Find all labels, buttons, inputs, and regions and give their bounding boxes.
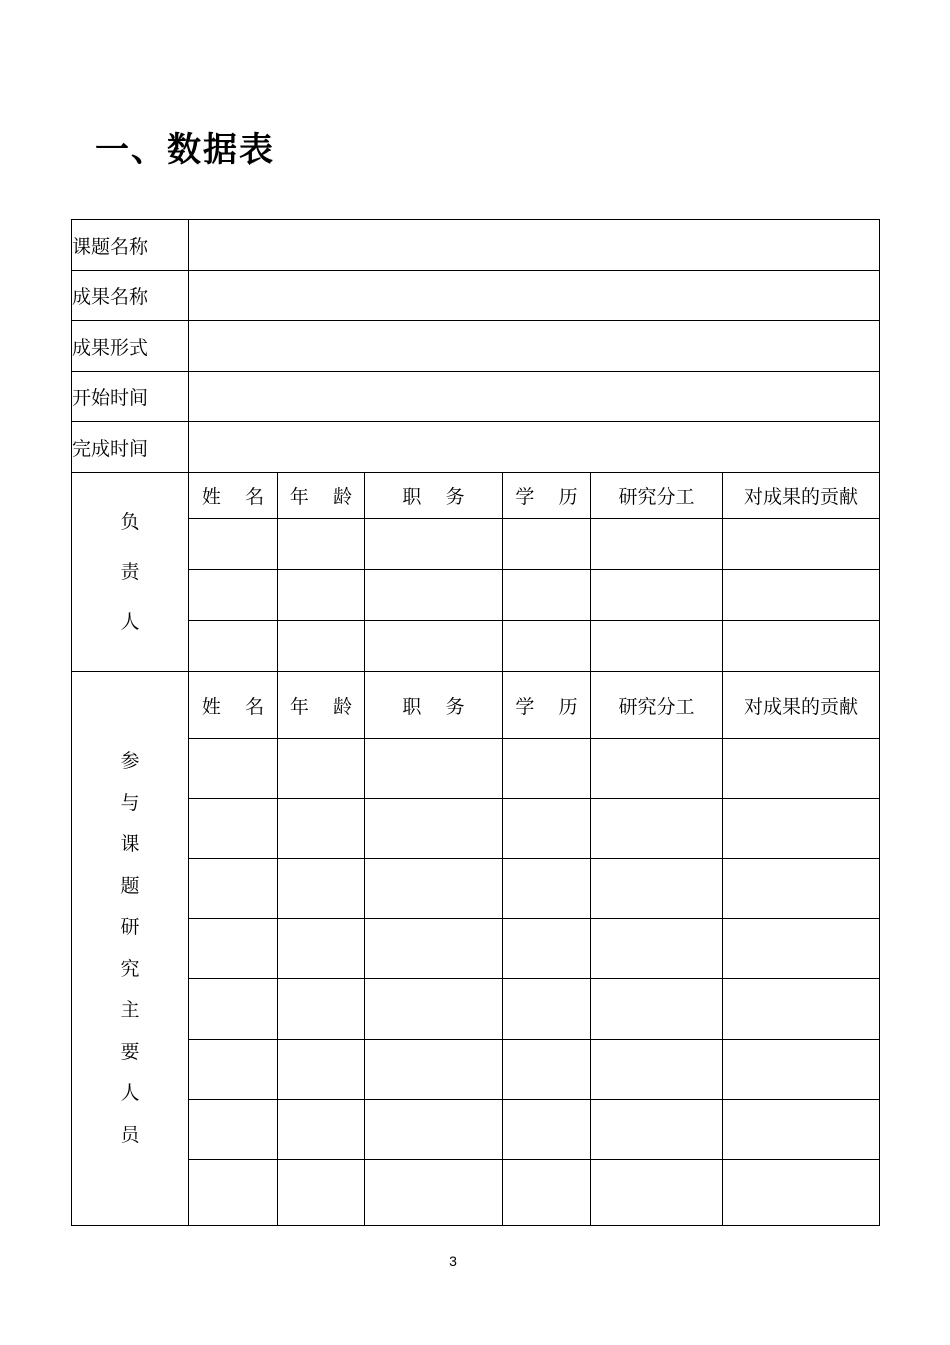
members-label-char: 人: [120, 1082, 140, 1104]
page-number: 3: [449, 1253, 457, 1269]
table-cell[interactable]: [503, 919, 591, 979]
table-cell[interactable]: [278, 621, 365, 672]
table-cell[interactable]: [278, 1040, 365, 1100]
table-cell[interactable]: [723, 799, 880, 859]
table-cell[interactable]: [278, 519, 365, 570]
table-cell[interactable]: [723, 621, 880, 672]
table-cell[interactable]: [723, 859, 880, 919]
table-cell[interactable]: [591, 799, 723, 859]
table-cell[interactable]: [365, 1040, 503, 1100]
table-cell[interactable]: [591, 979, 723, 1040]
table-cell[interactable]: [723, 739, 880, 799]
info-label: 课题名称: [72, 220, 189, 271]
table-cell[interactable]: [365, 979, 503, 1040]
member-row: [72, 1040, 880, 1100]
members-label-char: 研: [120, 916, 140, 938]
leader-section-label: [72, 473, 189, 672]
leader-row: [72, 519, 880, 570]
table-cell[interactable]: [503, 859, 591, 919]
table-cell[interactable]: [503, 570, 591, 621]
table-cell[interactable]: [189, 859, 278, 919]
member-row: [72, 739, 880, 799]
info-value-cell[interactable]: [189, 271, 880, 321]
table-cell[interactable]: [723, 1160, 880, 1226]
table-cell[interactable]: [278, 1100, 365, 1160]
member-row: [72, 1160, 880, 1226]
table-cell[interactable]: [723, 1040, 880, 1100]
column-header-education: 学 历: [503, 672, 591, 739]
table-cell[interactable]: [591, 919, 723, 979]
members-label-char: 究: [120, 957, 140, 980]
leader-row: [72, 621, 880, 672]
page-title: 一、数据表: [95, 130, 275, 170]
table-cell[interactable]: [591, 1160, 723, 1226]
table-cell[interactable]: [278, 979, 365, 1040]
column-header-education: 学 历: [503, 473, 591, 519]
info-value-cell[interactable]: [189, 372, 880, 422]
table-cell[interactable]: [723, 570, 880, 621]
table-cell[interactable]: [189, 1040, 278, 1100]
info-row: [72, 321, 880, 372]
member-row: [72, 799, 880, 859]
member-row: [72, 979, 880, 1040]
table-cell[interactable]: [591, 519, 723, 570]
table-cell[interactable]: [591, 621, 723, 672]
info-label: 成果名称: [72, 271, 189, 321]
table-cell[interactable]: [723, 979, 880, 1040]
table-cell[interactable]: [503, 1040, 591, 1100]
table-cell[interactable]: [278, 919, 365, 979]
info-label: 开始时间: [72, 372, 189, 422]
info-value-cell[interactable]: [189, 321, 880, 372]
table-cell[interactable]: [503, 799, 591, 859]
column-header-position: 职 务: [365, 473, 503, 519]
leader-label-char: 责: [120, 561, 140, 583]
table-cell[interactable]: [591, 1100, 723, 1160]
table-cell[interactable]: [365, 799, 503, 859]
table-cell[interactable]: [365, 919, 503, 979]
info-label: 成果形式: [72, 321, 189, 372]
info-row: [72, 271, 880, 321]
table-cell[interactable]: [189, 621, 278, 672]
table-cell[interactable]: [591, 570, 723, 621]
table-cell[interactable]: [189, 1160, 278, 1226]
table-cell[interactable]: [503, 1160, 591, 1226]
members-label-char: 要: [120, 1040, 140, 1063]
table-cell[interactable]: [278, 799, 365, 859]
leader-label-char: 人: [120, 611, 140, 633]
leader-row: [72, 570, 880, 621]
table-cell[interactable]: [365, 519, 503, 570]
leader-label-char: 负: [120, 511, 140, 533]
table-cell[interactable]: [365, 859, 503, 919]
member-row: [72, 1100, 880, 1160]
column-header-name: 姓 名: [189, 473, 278, 519]
table-cell[interactable]: [278, 1160, 365, 1226]
table-cell[interactable]: [189, 739, 278, 799]
members-label-char: 课: [120, 833, 140, 855]
member-row: [72, 859, 880, 919]
table-cell[interactable]: [365, 570, 503, 621]
table-cell[interactable]: [723, 519, 880, 570]
data-table: [71, 219, 880, 1226]
table-cell[interactable]: [278, 739, 365, 799]
table-cell[interactable]: [189, 570, 278, 621]
member-row: [72, 919, 880, 979]
table-cell[interactable]: [503, 621, 591, 672]
table-cell[interactable]: [723, 1100, 880, 1160]
info-row: [72, 422, 880, 473]
members-label-char: 与: [120, 791, 140, 814]
column-header-contribution: 对成果的贡献: [723, 672, 880, 739]
column-header-name: 姓 名: [189, 672, 278, 739]
column-header-age: 年 龄: [278, 473, 365, 519]
table-cell[interactable]: [503, 739, 591, 799]
table-cell[interactable]: [365, 1160, 503, 1226]
table-cell[interactable]: [365, 739, 503, 799]
table-cell[interactable]: [189, 799, 278, 859]
info-row: [72, 372, 880, 422]
column-header-division: 研究分工: [591, 473, 723, 519]
table-cell[interactable]: [278, 859, 365, 919]
info-value-cell[interactable]: [189, 220, 880, 271]
table-cell[interactable]: [189, 979, 278, 1040]
info-label: 完成时间: [72, 422, 189, 473]
members-label-char: 主: [120, 999, 140, 1021]
table-cell[interactable]: [591, 739, 723, 799]
members-label-char: 员: [120, 1123, 140, 1146]
table-cell[interactable]: [503, 519, 591, 570]
table-cell[interactable]: [365, 621, 503, 672]
table-cell[interactable]: [503, 1100, 591, 1160]
column-header-age: 年 龄: [278, 672, 365, 739]
table-cell[interactable]: [591, 1040, 723, 1100]
leader-header-row: [72, 473, 880, 519]
table-cell[interactable]: [278, 570, 365, 621]
members-section-label: [72, 672, 189, 1226]
column-header-position: 职 务: [365, 672, 503, 739]
table-cell[interactable]: [723, 919, 880, 979]
table-cell[interactable]: [365, 1100, 503, 1160]
table-cell[interactable]: [189, 519, 278, 570]
info-row: [72, 220, 880, 271]
table-cell[interactable]: [591, 859, 723, 919]
table-cell[interactable]: [189, 1100, 278, 1160]
table-cell[interactable]: [189, 919, 278, 979]
column-header-contribution: 对成果的贡献: [723, 473, 880, 519]
members-header-row: [72, 672, 880, 739]
column-header-division: 研究分工: [591, 672, 723, 739]
members-label-char: 参: [120, 750, 140, 772]
info-value-cell[interactable]: [189, 422, 880, 473]
table-cell[interactable]: [503, 979, 591, 1040]
members-label-char: 题: [120, 874, 140, 897]
